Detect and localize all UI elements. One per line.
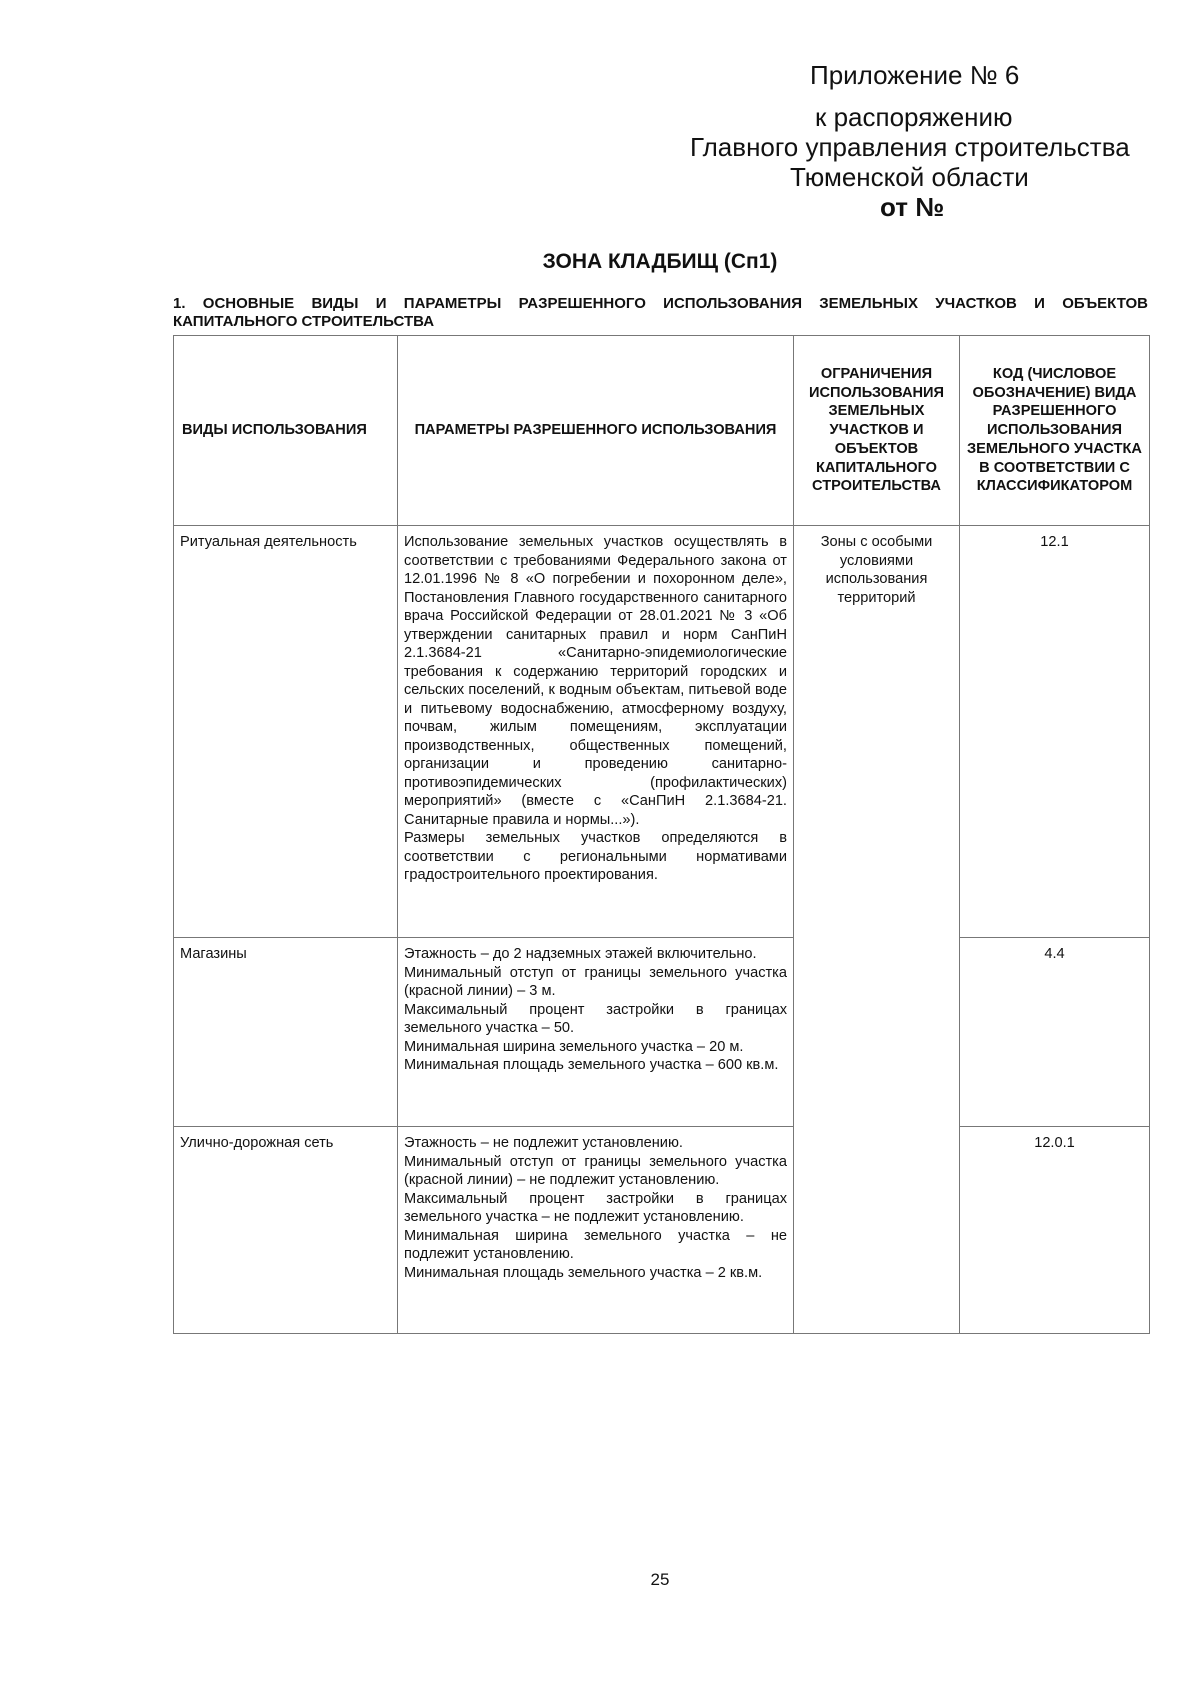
- header-restrictions: ОГРАНИЧЕНИЯ ИСПОЛЬЗОВАНИЯ ЗЕМЕЛЬНЫХ УЧАСТКОВ И ОБЪЕКТОВ КАПИТАЛЬНОГО СТРОИТЕЛЬСТВА: [794, 336, 960, 526]
- table-row: [174, 526, 1150, 938]
- section-title-line2: КАПИТАЛЬНОГО СТРОИТЕЛЬСТВА: [173, 313, 435, 330]
- page-number: 25: [650, 1570, 670, 1589]
- appendix-authority: Главного управления строительства: [690, 132, 1130, 162]
- header-kinds: ВИДЫ ИСПОЛЬЗОВАНИЯ: [174, 336, 398, 526]
- param-text: Максимальный процент застройки в границах земельного участка – не подлежит установлению.: [404, 1190, 787, 1225]
- table-row: [174, 1127, 1150, 1334]
- param-text: Минимальная ширина земельного участка – 20 м.: [404, 1038, 744, 1055]
- appendix-number: Приложение № 6: [810, 60, 1020, 90]
- row-params: [398, 938, 794, 1127]
- row-code: 12.0.1: [960, 1127, 1150, 1334]
- appendix-region: Тюменской области: [790, 162, 1029, 192]
- zone-title: ЗОНА КЛАДБИЩ (Сп1): [542, 250, 778, 273]
- table-row: [174, 938, 1150, 1127]
- param-text: Использование земельных участков осуществлять в соответствии с требованиями Федерального закона от 12.01.1996 № 8 «О погребении и похоронном деле», Постановления Главного государственного санитарного врача Российской Федерации от 28.01.2021 № 3 «Об утверждении санитарных правил и норм СанПиН 2.1.3684-21 «Санитарно-эпидемиологические требования к содержанию территорий городских и сельских поселений, к водным объектам, питьевой воде и питьевому водоснабжению, атмосферному воздуху, почвам, жилым помещениям, эксплуатации производственных, общественных помещений, организации и проведению санитарно-противоэпидемических (профилактических) мероприятий» (вместе с «СанПиН 2.1.3684-21. Санитарные правила и нормы...»).: [404, 534, 787, 828]
- appendix-date-number: от №: [880, 192, 945, 222]
- param-text: Минимальная ширина земельного участка – не подлежит установлению.: [404, 1227, 787, 1262]
- param-text: Минимальный отступ от границы земельного участка (красной линии) – 3 м.: [404, 964, 787, 999]
- param-text: Этажность – до 2 надземных этажей включительно.: [404, 946, 757, 962]
- param-text: Минимальная площадь земельного участка – 2 кв.м.: [404, 1264, 763, 1281]
- row-params: [398, 1127, 794, 1334]
- zoning-table: [173, 335, 1150, 1334]
- row-kind: Ритуальная деятельность: [174, 526, 398, 938]
- header-params: ПАРАМЕТРЫ РАЗРЕШЕННОГО ИСПОЛЬЗОВАНИЯ: [398, 336, 794, 526]
- param-text: Размеры земельных участков определяются в соответствии с региональными нормативами градостроительного проектирования.: [404, 830, 787, 883]
- row-code: 4.4: [960, 938, 1150, 1127]
- appendix-to-order: к распоряжению: [815, 102, 1013, 132]
- row-code: 12.1: [960, 526, 1150, 938]
- table-header-row: [174, 336, 1150, 526]
- section-title-line1: 1. ОСНОВНЫЕ ВИДЫ И ПАРАМЕТРЫ РАЗРЕШЕННОГО ИСПОЛЬЗОВАНИЯ ЗЕМЕЛЬНЫХ УЧАСТКОВ И ОБЪЕКТОВ: [173, 295, 1148, 312]
- row-params: [398, 526, 794, 938]
- param-text: Максимальный процент застройки в границах земельного участка – 50.: [404, 1001, 787, 1036]
- param-text: Минимальный отступ от границы земельного участка (красной линии) – не подлежит установлению.: [404, 1153, 787, 1188]
- row-kind: Улично-дорожная сеть: [174, 1127, 398, 1334]
- section-title: [173, 295, 1148, 331]
- param-text: Этажность – не подлежит установлению.: [404, 1135, 683, 1151]
- param-text: Минимальная площадь земельного участка – 600 кв.м.: [404, 1057, 779, 1073]
- row-kind: Магазины: [174, 938, 398, 1127]
- header-code: КОД (ЧИСЛОВОЕ ОБОЗНАЧЕНИЕ) ВИДА РАЗРЕШЕННОГО ИСПОЛЬЗОВАНИЯ ЗЕМЕЛЬНОГО УЧАСТКА В СООТВЕТСТВИИ С КЛАССИФИКАТОРОМ: [960, 336, 1150, 526]
- row-restriction: Зоны с особыми условиями использования территорий: [794, 526, 960, 1334]
